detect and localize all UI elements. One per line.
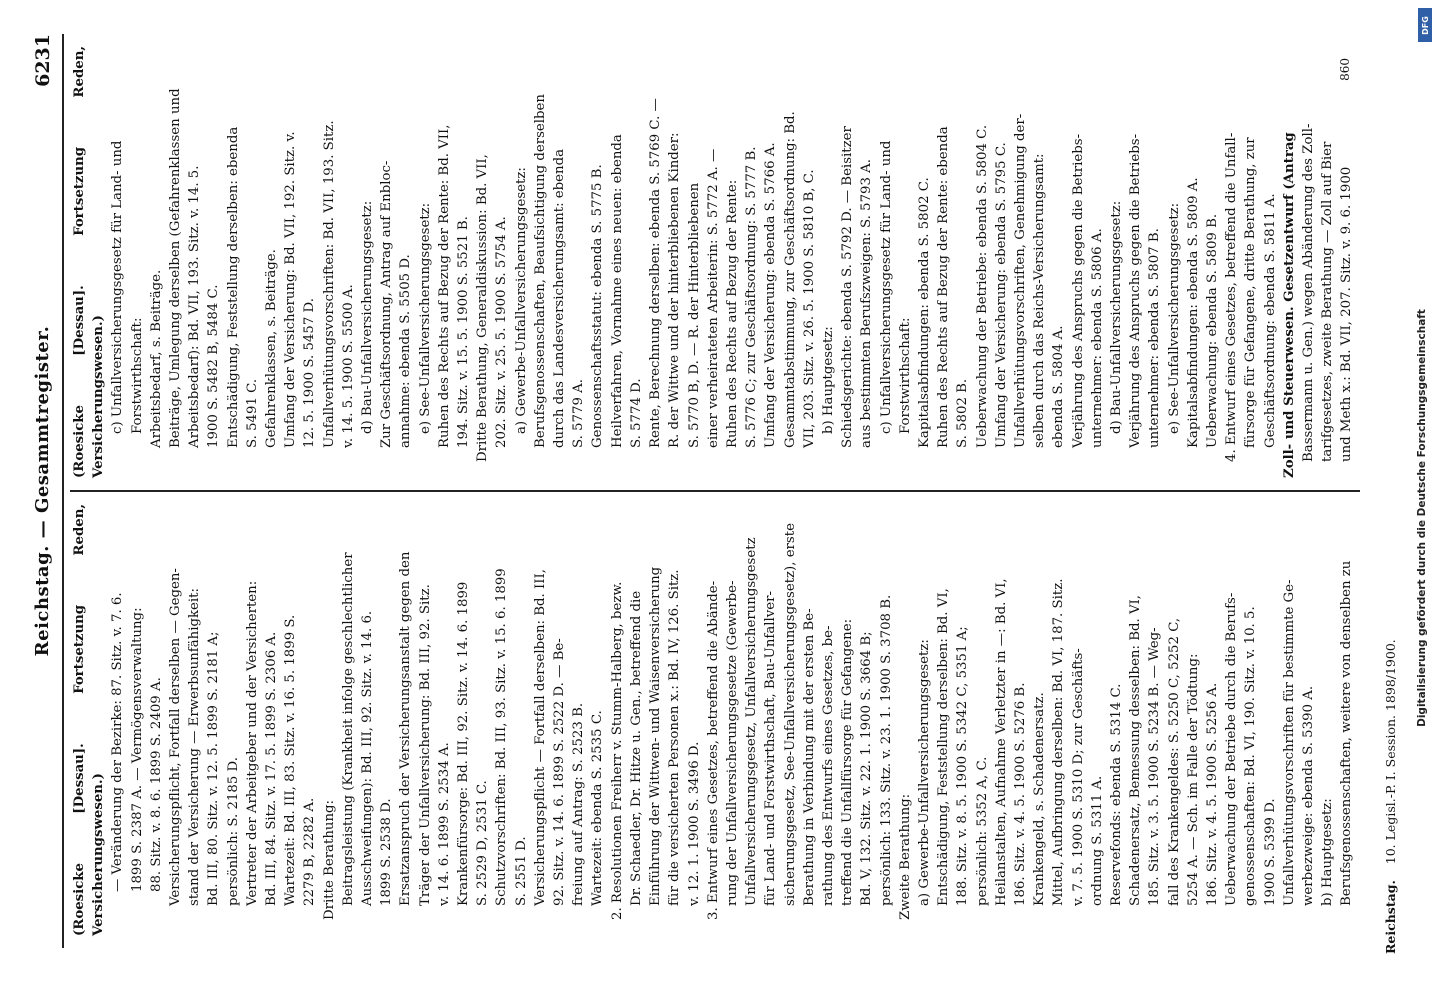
index-line: unternehmer: ebenda S. 5806 A. — [1089, 228, 1105, 448]
index-line: Schiedsgerichte: ebenda S. 5792 D. — Beisitzer — [840, 126, 856, 448]
catchword: 860 — [1338, 58, 1352, 81]
index-line: Arbeitsbedarf): Bd. VII, 193. Sitz. v. 14. 5. — [187, 165, 203, 448]
index-line: 186. Sitz. v. 4. 5. 1900 S. 5276 B. — [1012, 682, 1028, 906]
index-line: Berathung in Verbindung mit der ersten Be- — [801, 608, 817, 906]
index-line: fürsorge für Gefangene, dritte Berathung, zur — [1243, 137, 1259, 448]
index-line: Beiträge, Umlegung derselben (Gefahrenklassen und — [168, 88, 184, 448]
index-line: c) Unfallversicherungsgesetz für Land- und — [110, 140, 126, 434]
index-line: e) See-Unfallversicherungsgesetz: — [417, 202, 433, 434]
index-line: Forstwirthschaft: — [129, 317, 145, 434]
index-line: Verjährung des Anspruchs gegen die Betriebs- — [1128, 133, 1144, 448]
index-line: Gesammtabstimmung, zur Geschäftsordnung: Bd. — [782, 111, 798, 448]
index-line: S. 5491 C. — [244, 378, 260, 448]
page-header — [28, 34, 64, 948]
index-line: S. 2529 D, 2531 C. — [475, 780, 491, 906]
index-line: aus bestimmten Berufszweigen: S. 5793 A. — [859, 158, 875, 448]
index-line: treffend die Unfallfürsorge für Gefangene: — [840, 618, 856, 906]
index-line: Krankenfürsorge: Bd. III, 92. Sitz. v. 14. 6. 1899 — [456, 581, 472, 906]
index-line: 185. Sitz. v. 3. 5. 1900 S. 5234 B. — Weg- — [1147, 627, 1163, 906]
index-line: annahme: ebenda S. 5505 D. — [398, 254, 414, 448]
index-line: — Veränderung der Bezirke: 87. Sitz. v. 7. 6. — [110, 592, 126, 892]
index-line: Wartezeit: Bd. III, 83. Sitz. v. 16. 5. 1899 S. — [283, 614, 299, 906]
index-line: Unfallverhütungsvorschriften für bestimmte Ge- — [1281, 579, 1297, 906]
index-line: Geschäftsordnung: ebenda S. 5811 A. — [1262, 193, 1278, 448]
index-line: Entschädigung, Feststellung derselben: Bd. VI, — [936, 588, 952, 906]
index-line: Mittel, Aufbringung derselben: Bd. VI, 187. Sitz. — [1051, 578, 1067, 906]
page-number: 6231 — [32, 34, 54, 87]
index-line: (Roesicke [Dessau]. Fortsetzung Reden, Versicherungswesen.) — [72, 504, 107, 936]
index-line: Unfallverhütungsvorschriften, Genehmigung der- — [1012, 113, 1028, 448]
index-line: Arbeitsbedarf, s. Beiträge. — [148, 269, 164, 448]
index-line: Ruhen des Rechts auf Bezug der Rente: ebenda — [936, 126, 952, 448]
index-line: (Roesicke [Dessau]. Fortsetzung Reden, Versicherungswesen.) — [72, 46, 107, 478]
index-line: a) Gewerbe-Unfallversicherungsgesetz: — [513, 167, 529, 434]
index-line: R. der Wittwe und der hinterbliebenen Kinder: — [667, 132, 683, 448]
index-line: selben durch das Reichs-Versicherungsamt: — [1032, 153, 1048, 448]
index-line: 12. 5. 1900 S. 5457 D. — [302, 298, 318, 448]
index-line: S. 5776 C; zur Geschäftsordnung: S. 5777 B. — [744, 146, 760, 448]
index-line: 88. Sitz. v. 8. 6. 1899 S. 2409 A. — [148, 677, 164, 892]
index-line: d) Bau-Unfallversicherungsgesetz: — [1108, 200, 1124, 434]
index-line: für Land- und Forstwirthschaft, Bau-Unfallver- — [763, 590, 779, 906]
index-line: S. 2551 D. — [513, 836, 529, 906]
index-line: S. 5770 B, D. — R. der Hinterbliebenen — [686, 182, 702, 448]
index-line: Reservefonds: ebenda S. 5314 C. — [1108, 683, 1124, 906]
index-line: 2. Resolutionen Freiherr v. Stumm-Halberg, bezw. — [609, 581, 625, 920]
index-line: ebenda S. 5804 A. — [1051, 325, 1067, 448]
index-line: Berufsgenossenschaften, weitere von denselben zu — [1339, 560, 1355, 906]
index-line: Ausschweifungen): Bd. III, 92. Sitz. v. 14. 6. — [360, 610, 376, 906]
index-line: 5254 A. — Sch. im Falle der Tödtung: — [1185, 653, 1201, 906]
text-columns — [70, 34, 1360, 948]
index-line: Einführung der Wittwen- und Waisenversicherung — [648, 566, 664, 906]
index-line: Rente, Berechnung derselben: ebenda S. 5769 C. — — [648, 98, 664, 448]
index-line: Ruhen des Rechts auf Bezug der Rente: Bd. VII, — [436, 124, 452, 448]
index-line: Ueberwachung der Betriebe durch die Berufs- — [1224, 592, 1240, 906]
index-line: b) Hauptgesetz: — [1320, 798, 1336, 906]
index-line: 188. Sitz. v. 8. 5. 1900 S. 5342 C, 5351 A; — [955, 626, 971, 906]
footer-left: Reichstag. — [1383, 880, 1398, 954]
index-line: werbezweige: ebenda S. 5390 A. — [1301, 685, 1316, 906]
index-line: Bd. III, 84. Sitz. v. 17. 5. 1899 S. 2306 A. — [264, 631, 280, 906]
index-line: Bd. V, 132. Sitz. v. 22. 1. 1900 S. 3664 B; — [859, 631, 875, 906]
index-line: Umfang der Versicherung: ebenda S. 5766 A. — [763, 142, 779, 448]
index-line: und Meth x.: Bd. VII, 207. Sitz. v. 9. 6. 1900 — [1339, 166, 1355, 462]
index-line: persönlich: 5352 A, C. — [974, 756, 990, 906]
left-column — [70, 490, 1360, 948]
index-line: v. 14. 5. 1900 S. 5500 A. — [340, 284, 356, 448]
right-column — [70, 34, 1360, 490]
index-line: S. 5774 D. — [628, 378, 644, 448]
index-line: Ueberwachung der Betriebe: ebenda S. 5804 C. — [974, 124, 990, 448]
index-line: Kapitalsabfindungen: ebenda S. 5809 A. — [1185, 177, 1201, 448]
index-line: rung der Unfallversicherungsgesetze (Gewerbe- — [724, 580, 740, 906]
running-title: Reichstag. — Gesammtregister. — [32, 325, 53, 657]
index-line: tarifgesetzes, zweite Berathung — Zoll auf Bier — [1320, 141, 1336, 462]
digitization-note — [1414, 48, 1430, 988]
index-line: v. 14. 6. 1899 S. 2534 A. — [436, 742, 452, 906]
index-line: 202. Sitz. v. 25. 5. 1900 S. 5754 A. — [494, 216, 510, 448]
index-line: 4. Entwurf eines Gesetzes, betreffend die Unfall- — [1224, 132, 1240, 462]
index-line: freiung auf Antrag: S. 2523 B. — [571, 702, 587, 906]
index-line: Bd. III, 80. Sitz. v. 12. 5. 1899 S. 2181 A; — [206, 631, 222, 906]
index-line: Zoll- und Steuerwesen. Gesetzentwurf (Antrag — [1281, 132, 1297, 478]
page-footer — [1383, 639, 1398, 954]
index-line: v. 7. 5. 1900 S. 5310 D; zur Geschäfts- — [1070, 648, 1086, 906]
index-line: Heilanstalten, Aufnahme Verletzter in —: Bd. VI, — [993, 578, 1009, 906]
index-line: 1900 S. 5399 D. — [1262, 798, 1278, 906]
index-line: 92. Sitz. v. 14. 6. 1899 S. 2522 D. — Be- — [552, 638, 568, 906]
index-line: Umfang der Versicherung: ebenda S. 5795 C. — [993, 142, 1009, 448]
footer-right: 10. Legisl.-P. I. Session. 1898/1900. — [1383, 639, 1398, 865]
index-line: Zweite Berathung: — [897, 793, 913, 920]
index-line: Träger der Unfallversicherung: Bd. III, 92. Sitz. — [417, 584, 433, 906]
index-line: Versicherungspflicht — Fortfall derselben: Bd. III, — [532, 569, 548, 906]
index-line: S. 5802 B. — [955, 378, 971, 448]
index-line: b) Hauptgesetz: — [820, 326, 836, 434]
index-line: persönlich: 133. Sitz. v. 23. 1. 1900 S. 3708 B. — [878, 594, 894, 906]
index-line: Dr. Schaedler, Dr. Hitze u. Gen., betreffend die — [628, 590, 644, 906]
index-line: 1899 S. 2387 A. — Vermögensverwaltung: — [129, 607, 145, 892]
index-line: Verjährung des Anspruchs gegen die Betriebs- — [1070, 133, 1086, 448]
index-line: Umfang der Versicherung: Bd. VII, 192. Sitz. v. — [283, 131, 299, 448]
index-line: Dritte Berathung, Generaldiskussion: Bd. VII, — [475, 154, 491, 462]
index-line: Vertreter der Arbeitgeber und der Versicherten: — [244, 580, 260, 906]
index-line: 194. Sitz. v. 15. 5. 1900 S. 5521 B. — [456, 216, 472, 448]
index-line: 1899 S. 2538 D. — [379, 798, 395, 906]
index-line: rathung des Entwurfs eines Gesetzes, be- — [820, 625, 836, 906]
index-line: ordnung S. 5311 A. — [1089, 775, 1105, 906]
index-line: v. 12. 1. 1900 S. 3496 D. — [686, 741, 702, 906]
index-line: einer verheirateten Arbeiterin: S. 5772 A. — — [705, 148, 721, 448]
index-line: Entschädigung, Feststellung derselben: ebenda — [225, 126, 241, 448]
index-line: VII, 203. Sitz. v. 26. 5. 1900 S. 5810 B, C. — [801, 169, 817, 448]
index-line: 3. Entwurf eines Gesetzes, betreffend die Abände- — [705, 580, 721, 920]
index-line: Bassermann u. Gen.) wegen Abänderung des Zoll- — [1301, 123, 1316, 462]
index-line: Unfallversicherungsgesetz, Unfallversicherungsgesetz — [744, 537, 760, 906]
index-line: Zur Geschäftsordnung, Antrag auf Enbloc- — [379, 160, 395, 448]
index-line: für die versicherten Personen x.: Bd. IV, 126. Sitz. — [667, 569, 683, 906]
index-line: Schutzvorschriften: Bd. III, 93. Sitz. v. 15. 6. 1899 — [494, 568, 510, 906]
index-line: Ueberwachung: ebenda S. 5809 B. — [1204, 213, 1220, 448]
index-line: Berufsgenossenschaften, Beaufsichtigung derselben — [532, 94, 548, 448]
index-line: fall des Krankengeldes: S. 5250 C, 5252 C, — [1166, 617, 1182, 906]
index-line: Ersatzanspruch der Versicherungsanstalt gegen den — [398, 551, 414, 906]
index-line: Schadenersatz, Bemessung desselben: Bd. VI, — [1128, 594, 1144, 906]
index-line: persönlich: S. 2185 D. — [225, 757, 241, 906]
index-line: 1900 S. 5482 B, 5484 C. — [206, 284, 222, 448]
index-line: Ruhen des Rechts auf Bezug der Rente: — [724, 179, 740, 448]
index-line: c) Unfallversicherungsgesetz für Land- und — [878, 140, 894, 434]
dfg-logo — [1418, 8, 1432, 42]
index-line: stand der Versicherung — Erwerbsunfähigkeit: — [187, 588, 203, 906]
index-line: Krankengeld, s. Schadenersatz. — [1032, 692, 1048, 906]
index-line — [1357, 504, 1360, 936]
index-line — [1357, 46, 1360, 478]
index-line: e) See-Unfallversicherungsgesetz: — [1166, 202, 1182, 434]
index-line: unternehmer: ebenda S. 5807 B. — [1147, 228, 1163, 448]
index-line: Kapitalsabfindungen: ebenda S. 5802 C. — [916, 177, 932, 448]
index-line: 2279 B, 2282 A. — [302, 797, 318, 906]
index-line: sicherungsgesetz, See-Unfallversicherungsgesetz), erste — [782, 523, 798, 906]
index-line: Versicherungspflicht, Fortfall derselben — Gegen- — [168, 568, 184, 906]
index-line: durch das Landesversicherungsamt: ebenda — [552, 148, 568, 448]
index-line: Dritte Berathung: — [321, 799, 337, 920]
digitization-note-text: Digitalisierung gefördert durch die Deutsche Forschungsgemeinschaft — [1416, 309, 1428, 727]
index-line: Genossenschaftsstatut: ebenda S. 5775 B. — [590, 164, 606, 448]
index-line: Forstwirthschaft: — [897, 317, 913, 434]
index-line: a) Gewerbe-Unfallversicherungsgesetz: — [916, 639, 932, 906]
index-line: S. 5779 A. — [571, 379, 587, 448]
index-line: 186. Sitz. v. 4. 5. 1900 S. 5256 A. — [1204, 682, 1220, 906]
index-line: d) Bau-Unfallversicherungsgesetz: — [360, 200, 376, 434]
index-line: Gefahrenklassen, s. Beiträge. — [264, 249, 280, 448]
index-line: Wartezeit: ebenda S. 2535 C. — [590, 710, 606, 906]
dfg-logo-text: DFG — [1420, 15, 1430, 35]
index-line: genossenschaften: Bd. VI, 190. Sitz. v. 10. 5. — [1243, 606, 1259, 906]
index-line: Beitragsleistung (Krankheit infolge geschlechtlicher — [340, 552, 356, 906]
index-line: Heilverfahren, Vornahme eines neuen: ebenda — [609, 134, 625, 448]
index-line: Unfallverhütungsvorschriften: Bd. VII, 193. Sitz. — [321, 120, 337, 448]
